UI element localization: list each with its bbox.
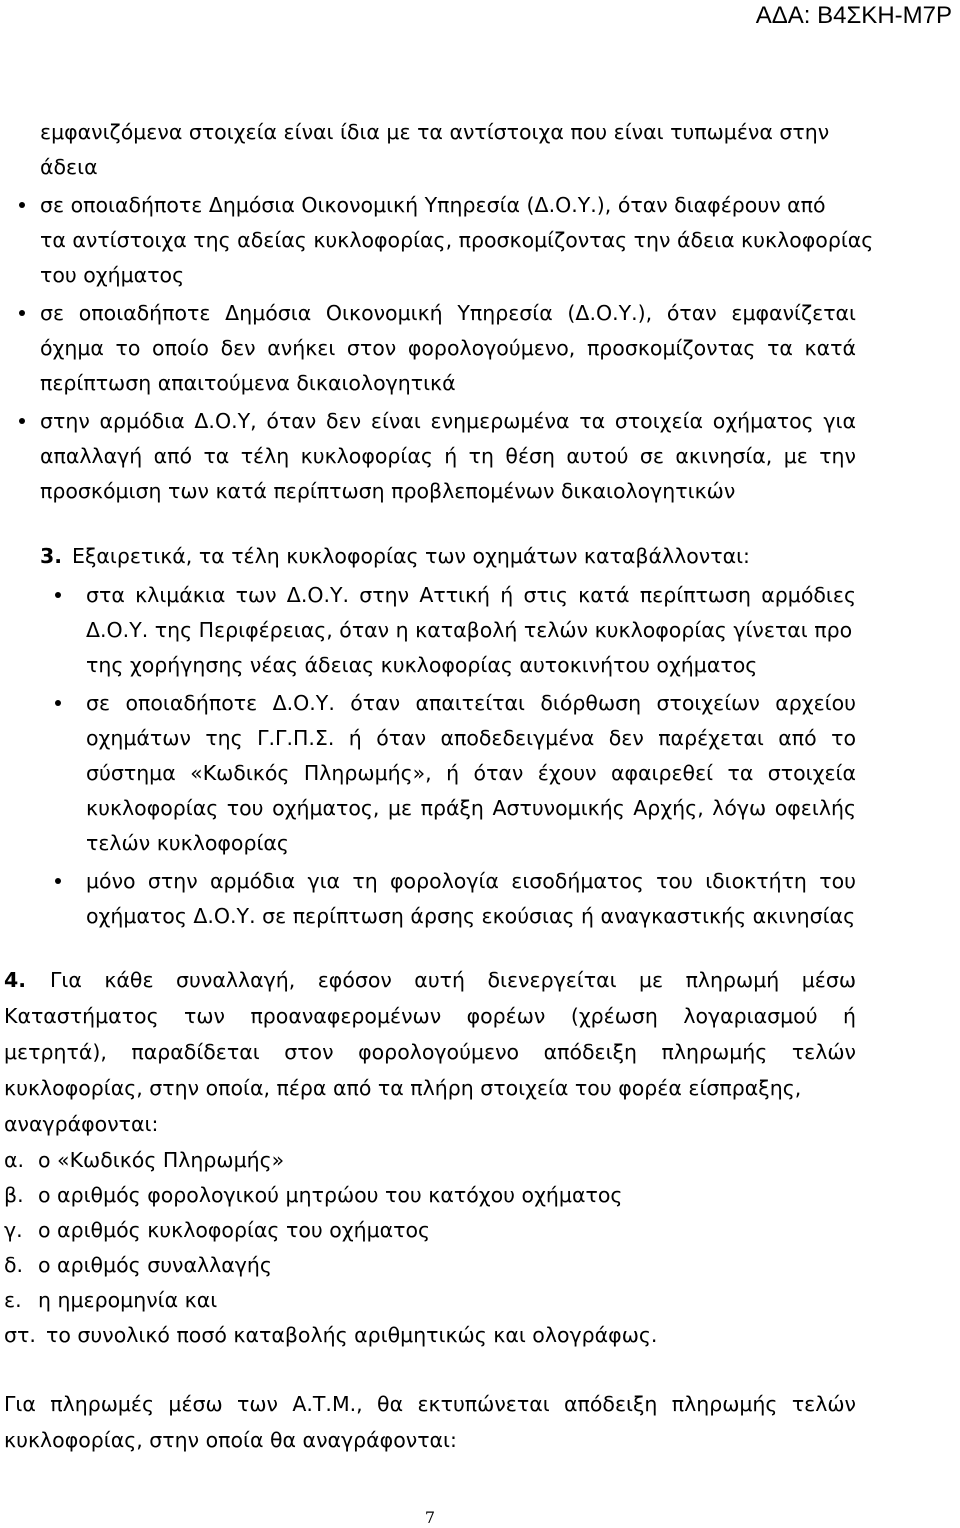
item-text: το συνολικό ποσό καταβολής αριθμητικώς και ολογράφως. [46, 1323, 658, 1347]
paragraph-line: αναγράφονται: [4, 1112, 159, 1136]
list-item-line: προσκόμιση των κατά περίπτωση προβλεπομένων δικαιολογητικών [40, 479, 736, 503]
list-item-line: Δ.Ο.Υ. της Περιφέρειας, όταν η καταβολή τελών κυκλοφορίας γίνεται προ [86, 618, 853, 642]
bullet-icon [19, 202, 25, 208]
page-number: 7 [424, 1508, 436, 1527]
paragraph-line: κυκλοφορίας, στην οποία θα αναγράφονται: [4, 1428, 457, 1452]
item-label: δ. [4, 1253, 24, 1277]
section-number: 4. [4, 968, 27, 992]
bullet-icon [55, 592, 61, 598]
paragraph-line: Για κάθε συναλλαγή, εφόσον αυτή διενεργείται με πληρωμή μέσω [50, 968, 856, 992]
list-item-line: σε οποιαδήποτε Δ.Ο.Υ. όταν απαιτείται διόρθωση στοιχείων αρχείου [86, 691, 856, 715]
bullet-icon [55, 878, 61, 884]
item-text: ο αριθμός φορολογικού μητρώου του κατόχου οχήματος [38, 1183, 623, 1207]
bullet-icon [19, 310, 25, 316]
list-item-line: όχημα το οποίο δεν ανήκει στον φορολογούμενο, προσκομίζοντας τα κατά [40, 336, 856, 360]
section-heading: Εξαιρετικά, τα τέλη κυκλοφορίας των οχημάτων καταβάλλονται: [72, 544, 750, 568]
list-item-line: οχημάτων της Γ.Γ.Π.Σ. ή όταν αποδεδειγμένα δεν παρέχεται από το [86, 726, 856, 750]
list-item-line: σε οποιαδήποτε Δημόσια Οικονομική Υπηρεσία (Δ.Ο.Υ.), όταν διαφέρουν από [40, 193, 826, 217]
list-item-line: περίπτωση απαιτούμενα δικαιολογητικά [40, 371, 456, 395]
item-text: ο αριθμός συναλλαγής [38, 1253, 272, 1277]
intro-line: άδεια [40, 155, 98, 179]
list-item-line: οχήματος Δ.Ο.Υ. σε περίπτωση άρσης εκούσιας ή αναγκαστικής ακινησίας [86, 904, 856, 928]
bullet-icon [55, 700, 61, 706]
paragraph-line: κυκλοφορίας, στην οποία, πέρα από τα πλήρη στοιχεία του φορέα είσπραξης, [4, 1076, 802, 1100]
list-item-line: σύστημα «Κωδικός Πληρωμής», ή όταν έχουν αφαιρεθεί τα στοιχεία [86, 761, 856, 785]
list-item-line: κυκλοφορίας του οχήματος, με πράξη Αστυνομικής Αρχής, λόγω οφειλής [86, 796, 856, 820]
item-label: ε. [4, 1288, 22, 1312]
item-text: ο αριθμός κυκλοφορίας του οχήματος [38, 1218, 431, 1242]
item-text: η ημερομηνία και [38, 1288, 218, 1312]
item-text: ο «Κωδικός Πληρωμής» [38, 1148, 285, 1172]
list-item-line: της χορήγησης νέας άδειας κυκλοφορίας αυτοκινήτου οχήματος [86, 653, 758, 677]
section-number: 3. [40, 544, 63, 568]
list-item-line: του οχήματος [40, 263, 185, 287]
intro-line: εμφανιζόμενα στοιχεία είναι ίδια με τα αντίστοιχα που είναι τυπωμένα στην [40, 120, 830, 144]
list-item-line: τα αντίστοιχα της αδείας κυκλοφορίας, προσκομίζοντας την άδεια κυκλοφορίας [40, 228, 874, 252]
paragraph-line: μετρητά), παραδίδεται στον φορολογούμενο απόδειξη πληρωμής τελών [4, 1040, 856, 1064]
item-label: στ. [4, 1323, 36, 1347]
list-item-line: μόνο στην αρμόδια για τη φορολογία εισοδήματος του ιδιοκτήτη του [86, 869, 856, 893]
item-label: β. [4, 1183, 24, 1207]
list-item-line: τελών κυκλοφορίας [86, 831, 289, 855]
list-item-line: σε οποιαδήποτε Δημόσια Οικονομική Υπηρεσία (Δ.Ο.Υ.), όταν εμφανίζεται [40, 301, 856, 325]
list-item-line: στα κλιμάκια των Δ.Ο.Υ. στην Αττική ή στις κατά περίπτωση αρμόδιες [86, 583, 856, 607]
item-label: γ. [4, 1218, 23, 1242]
paragraph-line: Καταστήματος των προαναφερομένων φορέων (χρέωση λογαριασμού ή [4, 1004, 856, 1028]
list-item-line: στην αρμόδια Δ.Ο.Υ, όταν δεν είναι ενημερωμένα τα στοιχεία οχήματος για [40, 409, 856, 433]
ada-code: ΑΔΑ: Β4ΣΚΗ-Μ7Ρ [755, 2, 952, 29]
item-label: α. [4, 1148, 25, 1172]
paragraph-line: Για πληρωμές μέσω των Α.Τ.Μ., θα εκτυπώνεται απόδειξη πληρωμής τελών [4, 1392, 856, 1416]
bullet-icon [19, 418, 25, 424]
list-item-line: απαλλαγή από τα τέλη κυκλοφορίας ή τη θέση αυτού σε ακινησία, με την [40, 444, 856, 468]
